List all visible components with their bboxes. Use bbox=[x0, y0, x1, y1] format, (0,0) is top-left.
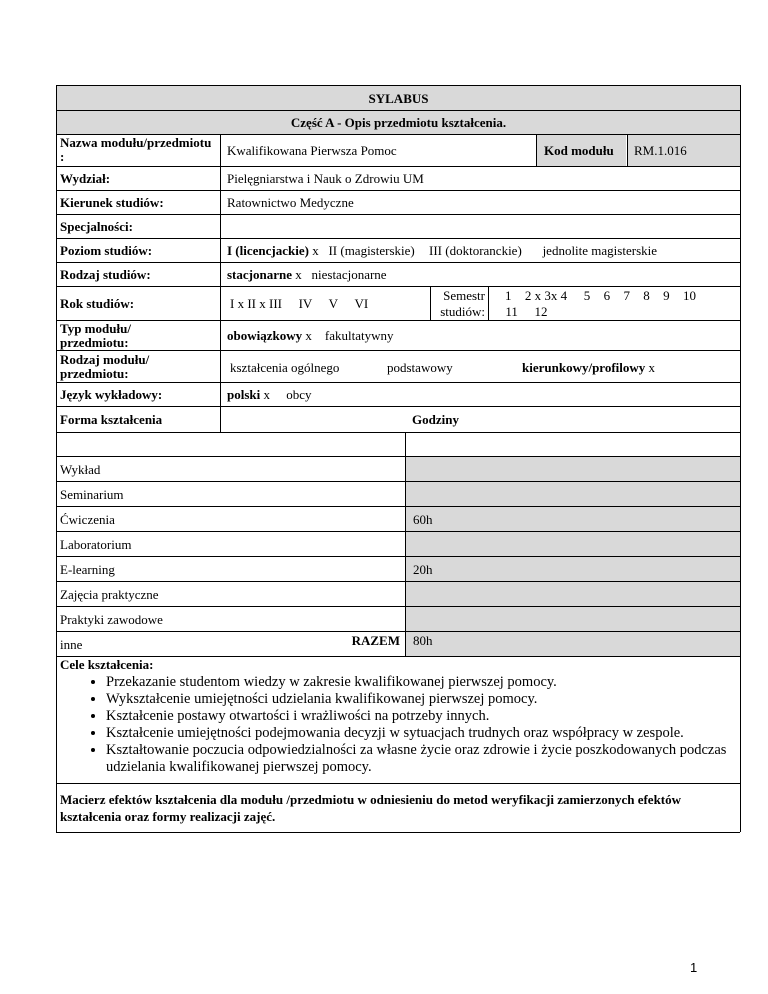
level-option-2: II (magisterskie) bbox=[328, 243, 415, 258]
semester-label-2: studiów: bbox=[440, 304, 485, 319]
hours-form-header: Forma kształcenia bbox=[60, 412, 163, 427]
document-title: SYLABUS bbox=[368, 91, 429, 106]
field-label: Kierunek studiów: bbox=[60, 195, 164, 210]
module-kind-label-2: przedmiotu: bbox=[60, 366, 129, 381]
study-type-option-1-mark: x bbox=[295, 267, 302, 282]
hours-row-form: Zajęcia praktyczne bbox=[60, 587, 159, 602]
level-option-1-mark: x bbox=[312, 243, 319, 258]
matrix-heading: Macierz efektów kształcenia dla modułu /przedmiotu w odniesieniu do metod weryfikacji zamierzonych efektów kształcenia oraz formy realizacji zajęć. bbox=[60, 792, 682, 824]
checkbox-icon bbox=[315, 391, 323, 402]
language-option-1: polski bbox=[227, 387, 261, 402]
module-type-option-2: fakultatywny bbox=[324, 328, 394, 343]
list-item: • Kształtowanie poczucia odpowiedzialności za własne życie oraz zdrowie i życie poszkodowanych podczas udzielania kwalifikowanej pierwszej pomocy. bbox=[106, 742, 756, 776]
specialty-label: Specjalności: bbox=[60, 219, 133, 234]
module-name-value: Kwalifikowana Pierwsza Pomoc bbox=[227, 143, 397, 158]
section-title: Część A - Opis przedmiotu kształcenia. bbox=[290, 115, 507, 130]
study-type-label: Rodzaj studiów: bbox=[60, 267, 151, 282]
module-kind-option-3: kierunkowy/profilowy bbox=[522, 360, 646, 375]
faculty-value: Pielęgniarstwa i Nauk o Zdrowiu UM bbox=[227, 171, 424, 186]
language-option-2: obcy bbox=[286, 387, 312, 402]
module-type-option-1-mark: x bbox=[305, 328, 312, 343]
module-kind-option-3-wrap bbox=[522, 360, 655, 375]
page-number: 1 bbox=[690, 960, 698, 975]
hours-row-form: Wykład bbox=[60, 462, 101, 477]
checkbox-icon bbox=[418, 247, 426, 258]
hours-row-form: inne bbox=[60, 637, 83, 652]
study-type-option-1: stacjonarne bbox=[227, 267, 292, 282]
checkbox-icon bbox=[343, 364, 351, 375]
module-kind-option-2: podstawowy bbox=[387, 360, 453, 375]
module-type-label-1: Typ modułu/ bbox=[60, 321, 131, 336]
list-item: • Kształcenie postawy otwartości i wrażliwości na potrzeby innych. bbox=[106, 708, 756, 725]
hours-total-value: 80h bbox=[413, 633, 433, 648]
list-item: • Kształcenie umiejętności podejmowania decyzji w sytuacjach trudnych oraz współpracy w zespole. bbox=[106, 725, 756, 742]
language-label: Język wykładowy: bbox=[60, 387, 163, 402]
module-code-value: RM.1.016 bbox=[634, 143, 687, 158]
module-kind-option-1: kształcenia ogólnego bbox=[230, 360, 340, 375]
hours-row-hours: 20h bbox=[413, 562, 433, 577]
checkbox-icon bbox=[660, 247, 668, 258]
hours-row-form: E-learning bbox=[60, 562, 115, 577]
module-type-option-1: obowiązkowy bbox=[227, 328, 303, 343]
level-option-3: III (doktoranckie) bbox=[417, 243, 511, 258]
language-option-1-mark: x bbox=[263, 387, 270, 402]
module-name-label: Nazwa modułu/przedmiotu : bbox=[60, 135, 212, 164]
study-type-option-2: niestacjonarne bbox=[311, 267, 387, 282]
module-kind-label-1: Rodzaj modułu/ bbox=[60, 352, 150, 367]
hours-total-label: RAZEM bbox=[351, 633, 400, 648]
goals-list bbox=[84, 674, 756, 776]
hours-row-form: Ćwiczenia bbox=[60, 512, 115, 527]
hours-row-form: Laboratorium bbox=[60, 537, 132, 552]
checkbox-icon bbox=[525, 247, 533, 258]
study-type-options bbox=[227, 267, 398, 284]
hours-row-form: Praktyki zawodowe bbox=[60, 612, 163, 627]
hours-row-form: Seminarium bbox=[60, 487, 124, 502]
semester-label-1: Semestr bbox=[443, 288, 485, 303]
hours-hours-header: Godziny bbox=[412, 412, 459, 427]
module-code-label: Kod modułu bbox=[544, 143, 614, 158]
checkbox-icon bbox=[390, 271, 398, 282]
module-kind-option-2-wrap bbox=[387, 360, 464, 377]
faculty-label: Wydział: bbox=[60, 171, 111, 186]
year-label: Rok studiów: bbox=[60, 296, 135, 311]
year-value: I x II x III IV V VI bbox=[230, 296, 328, 311]
checkbox-icon bbox=[456, 364, 464, 375]
level-label: Poziom studiów: bbox=[60, 243, 153, 258]
level-options bbox=[227, 243, 668, 260]
language-options bbox=[227, 387, 323, 404]
module-type-label-2: przedmiotu: bbox=[60, 335, 129, 350]
checkbox-icon bbox=[397, 332, 405, 343]
level-option-4: jednolite magisterskie bbox=[520, 243, 635, 258]
semester-line-2: 11 12 bbox=[492, 304, 521, 319]
semester-line-1: 1 2 x 3x 4 5 6 7 8 9 10 bbox=[505, 288, 622, 303]
module-type-options bbox=[227, 328, 405, 345]
module-kind-options bbox=[230, 360, 350, 377]
list-item: • Wykształcenie umiejętności udzielania kwalifikowanej pierwszej pomocy. bbox=[106, 691, 756, 708]
level-option-1: I (licencjackie) bbox=[227, 243, 309, 258]
hours-row-hours: 60h bbox=[413, 512, 433, 527]
goals-heading: Cele kształcenia: bbox=[60, 657, 154, 672]
field-value: Ratownictwo Medyczne bbox=[227, 195, 354, 210]
module-kind-option-3-mark: x bbox=[648, 360, 656, 375]
list-item: • Przekazanie studentom wiedzy w zakresie kwalifikowanej pierwszej pomocy. bbox=[106, 674, 756, 691]
